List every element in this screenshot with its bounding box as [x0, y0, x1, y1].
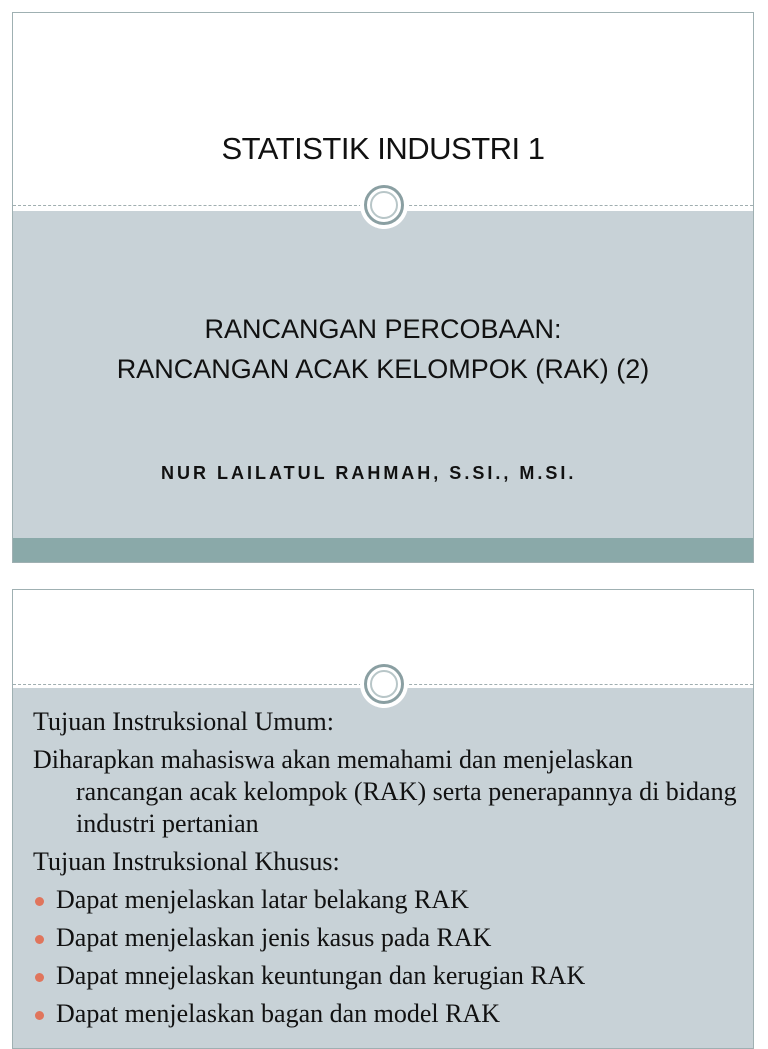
bullet-icon — [35, 935, 44, 944]
title-slide — [12, 12, 754, 563]
author-name: NUR LAILATUL RAHMAH, S.SI., M.SI. — [161, 463, 577, 483]
circle-ornament-icon — [364, 185, 404, 225]
bullet-icon — [35, 1011, 44, 1020]
list-item — [33, 922, 737, 954]
list-item-text: Dapat menjelaskan bagan dan model RAK — [56, 999, 501, 1028]
list-item — [33, 960, 737, 992]
list-item-text: Dapat mnejelaskan keuntungan dan kerugian RAK — [56, 961, 586, 990]
slide-header-area — [13, 13, 753, 209]
objectives-slide — [12, 589, 754, 1049]
slide-title: STATISTIK INDUSTRI 1 — [221, 131, 545, 166]
list-item-text: Dapat menjelaskan jenis kasus pada RAK — [56, 923, 492, 952]
list-item — [33, 998, 737, 1030]
circle-ornament-icon — [364, 664, 404, 704]
subtitle-line-2: RANCANGAN ACAK KELOMPOK (RAK) (2) — [116, 354, 650, 384]
list-item-text: Dapat menjelaskan latar belakang RAK — [56, 885, 469, 914]
bullet-icon — [35, 897, 44, 906]
subtitle-line-1: RANCANGAN PERCOBAAN: — [204, 314, 562, 344]
objective-list — [33, 884, 737, 1030]
footer-band — [13, 538, 753, 563]
slide-content — [33, 706, 737, 1036]
list-item — [33, 884, 737, 916]
general-objective-heading: Tujuan Instruksional Umum: — [33, 707, 334, 736]
slide-subtitle — [13, 309, 753, 389]
bullet-icon — [35, 973, 44, 982]
specific-objective-heading: Tujuan Instruksional Khusus: — [33, 847, 340, 876]
general-objective-text: Diharapkan mahasiswa akan memahami dan menjelaskan rancangan acak kelompok (RAK) serta penerapannya di bidang industri pertanian — [33, 745, 737, 838]
